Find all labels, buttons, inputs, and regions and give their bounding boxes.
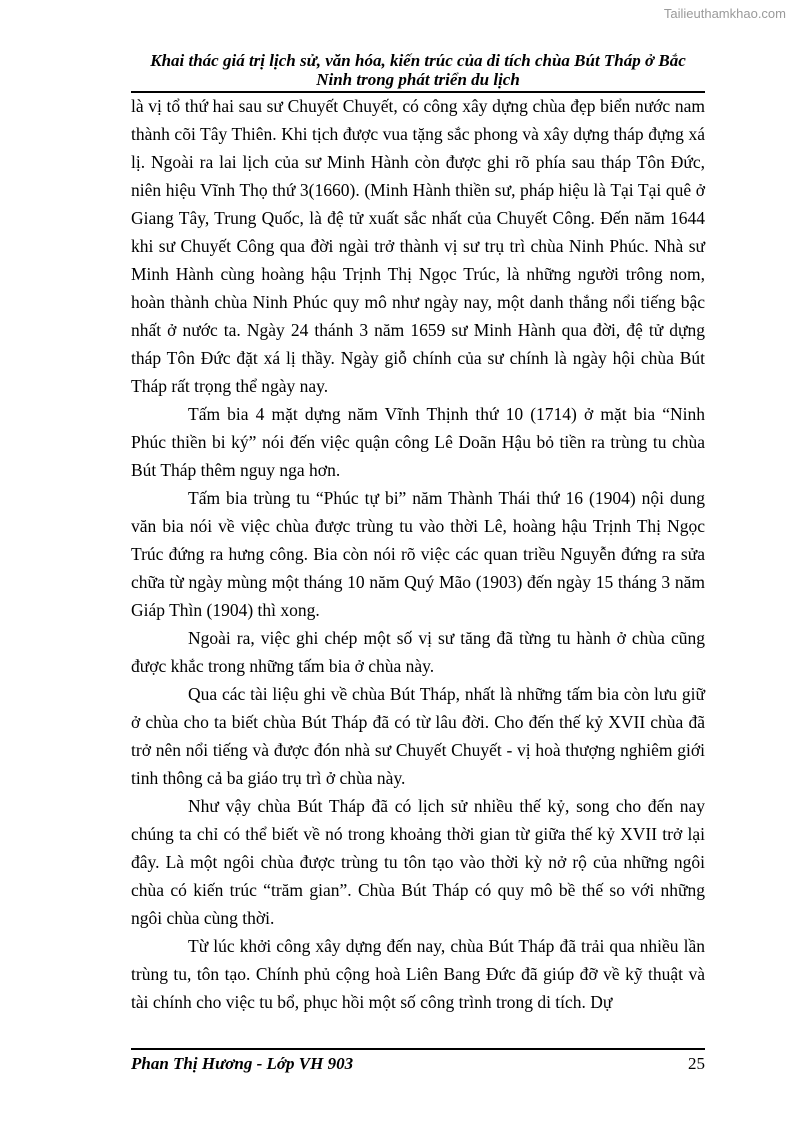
paragraph: Tấm bia trùng tu “Phúc tự bi” năm Thành Thái thứ 16 (1904) nội dung văn bia nói về việc chùa được trùng tu vào thời Lê, hoàng hậu Trịnh Thị Ngọc Trúc đứng ra hưng công. Bia còn nói rõ việc các quan triều Nguyễn đứng ra sửa chữa từ ngày mùng một tháng 10 năm Quý Mão (1903) đến ngày 15 tháng 3 năm Giáp Thìn (1904) thì xong.: [131, 488, 705, 620]
watermark: Tailieuthamkhao.com: [663, 6, 786, 21]
paragraph-continued: là vị tổ thứ hai sau sư Chuyết Chuyết, có công xây dựng chùa đẹp biển nước nam thành cõi Tây Thiên. Khi tịch được vua tặng sắc phong và xây dựng tháp đựng xá lị. Ngoài ra lai lịch của sư Minh Hành còn được ghi rõ phía sau tháp Tôn Đức, niên hiệu Vĩnh Thọ thứ 3(1660). (Minh Hành thiền sư, pháp hiệu là Tại Tại quê ở Giang Tây, Trung Quốc, là đệ tử xuất sắc nhất của Chuyết Công. Đến năm 1644 khi sư Chuyết Công qua đời ngài trở thành vị sư trụ trì chùa Ninh Phúc. Nhà sư Minh Hành cùng hoàng hậu Trịnh Thị Ngọc Trúc, là những người trông nom, hoàn thành chùa Ninh Phúc quy mô như ngày nay, một danh thắng nổi tiếng bậc nhất ở nước ta. Ngày 24 thánh 3 năm 1659 sư Minh Hành qua đời, đệ tử dựng tháp Tôn Đức đặt xá lị thầy. Ngày giỗ chính của sư chính là ngày hội chùa Bút Tháp rất trọng thể ngày nay.: [131, 96, 705, 396]
paragraph: Tấm bia 4 mặt dựng năm Vĩnh Thịnh thứ 10 (1714) ở mặt bia “Ninh Phúc thiền bi ký” nói đến việc quận công Lê Doãn Hậu bỏ tiền ra trùng tu chùa Bút Tháp thêm nguy nga hơn.: [131, 404, 705, 480]
footer-rule: [131, 1048, 705, 1050]
body-text: [131, 92, 705, 1016]
running-header: Khai thác giá trị lịch sử, văn hóa, kiến trúc của di tích chùa Bút Tháp ở Bắc Ninh trong phát triển du lịch: [150, 51, 686, 89]
paragraph: Từ lúc khởi công xây dựng đến nay, chùa Bút Tháp đã trải qua nhiều lần trùng tu, tôn tạo. Chính phủ cộng hoà Liên Bang Đức đã giúp đỡ về kỹ thuật và tài chính cho việc tu bổ, phục hồi một số công trình trong di tích. Dự: [131, 936, 705, 1012]
paragraph: Qua các tài liệu ghi về chùa Bút Tháp, nhất là những tấm bia còn lưu giữ ở chùa cho ta biết chùa Bút Tháp đã có từ lâu đời. Cho đến thế kỷ XVII chùa đã trở nên nổi tiếng và được đón nhà sư Chuyết Chuyết - vị hoà thượng nghiêm giới tinh thông cả ba giáo trụ trì ở chùa này.: [131, 684, 705, 788]
paragraph: Như vậy chùa Bút Tháp đã có lịch sử nhiều thế kỷ, song cho đến nay chúng ta chỉ có thể biết về nó trong khoảng thời gian từ giữa thế kỷ XVII trở lại đây. Là một ngôi chùa được trùng tu tôn tạo vào thời kỳ nở rộ của những ngôi chùa có kiến trúc “trăm gian”. Chùa Bút Tháp có quy mô bề thế so với những ngôi chùa cùng thời.: [131, 796, 705, 928]
page-number: 25: [688, 1054, 705, 1073]
footer-author: Phan Thị Hương - Lớp VH 903: [131, 1054, 354, 1073]
paragraph: Ngoài ra, việc ghi chép một số vị sư tăng đã từng tu hành ở chùa cũng được khắc trong những tấm bia ở chùa này.: [131, 628, 705, 676]
